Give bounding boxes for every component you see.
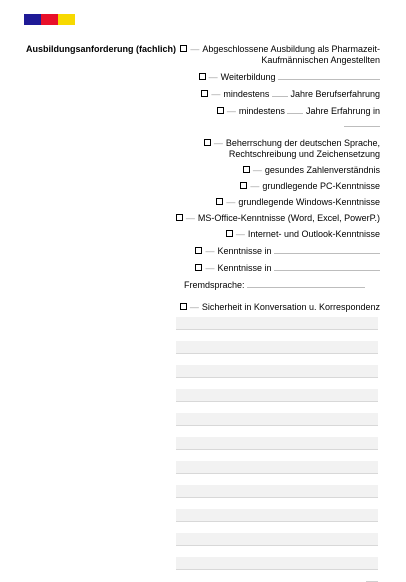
logo-color-bars bbox=[24, 14, 75, 25]
requirement-pc: — grundlegende PC-Kenntnisse bbox=[168, 181, 380, 192]
checkbox[interactable] bbox=[199, 73, 206, 80]
entry-line[interactable] bbox=[176, 485, 378, 498]
erfahrung-field[interactable] bbox=[344, 117, 380, 127]
requirement-kenntnisse-2: — Kenntnisse in bbox=[168, 262, 380, 274]
requirement-office: — MS-Office-Kenntnisse (Word, Excel, PowerP.) bbox=[168, 213, 380, 224]
requirement-label: Kenntnisse in bbox=[217, 246, 272, 256]
requirement-konversation: — Sicherheit in Konversation u. Korrespondenz bbox=[168, 302, 380, 313]
requirement-label: Sicherheit in Konversation u. Korrespondenz bbox=[201, 302, 380, 312]
checkbox[interactable] bbox=[243, 166, 250, 173]
requirement-label: grundlegende Windows-Kenntnisse bbox=[238, 197, 380, 207]
section-heading: Ausbildungsanforderung (fachlich) bbox=[26, 44, 176, 54]
entry-line[interactable] bbox=[176, 461, 378, 474]
requirement-label: Internet- und Outlook-Kenntnisse bbox=[247, 229, 380, 239]
checkbox[interactable] bbox=[216, 198, 223, 205]
entry-line[interactable] bbox=[176, 341, 378, 354]
requirement-berufserfahrung: — mindestens Jahre Berufserfahrung bbox=[168, 88, 380, 100]
requirement-label: Weiterbildung bbox=[220, 72, 276, 82]
requirement-erfahrung-in: — mindestens Jahre Erfahrung in bbox=[168, 105, 380, 127]
requirement-prefix: mindestens bbox=[223, 89, 270, 99]
requirement-label: gesundes Zahlenverständnis bbox=[264, 165, 380, 175]
entry-line[interactable] bbox=[176, 413, 378, 426]
requirement-internet: — Internet- und Outlook-Kenntnisse bbox=[168, 229, 380, 240]
checkbox[interactable] bbox=[180, 45, 187, 52]
requirement-weiterbildung: — Weiterbildung bbox=[168, 71, 380, 83]
requirement-label: Kenntnisse in bbox=[217, 263, 272, 273]
years-field[interactable] bbox=[272, 88, 288, 97]
logo-bar-red bbox=[41, 14, 58, 25]
entry-line[interactable] bbox=[176, 533, 378, 546]
requirement-label: Beherrschung der deutschen Sprache, Rechtschreibung und Zeichensetzung bbox=[225, 138, 380, 159]
fremdsprache-label: Fremdsprache: bbox=[184, 280, 245, 290]
logo-bar-yellow bbox=[58, 14, 75, 25]
fremdsprache-field[interactable] bbox=[247, 279, 365, 288]
checkbox[interactable] bbox=[195, 264, 202, 271]
entry-line[interactable] bbox=[176, 317, 378, 330]
requirement-label: MS-Office-Kenntnisse (Word, Excel, PowerP.) bbox=[197, 213, 380, 223]
entry-line[interactable] bbox=[176, 365, 378, 378]
entry-line[interactable] bbox=[176, 437, 378, 450]
blank-entry-lines bbox=[176, 306, 378, 570]
requirement-label: Abgeschlossene Ausbildung als Pharmazeit-Kaufmännischen Angestellten bbox=[202, 44, 380, 65]
requirement-windows: — grundlegende Windows-Kenntnisse bbox=[168, 197, 380, 208]
requirements-list bbox=[168, 44, 380, 318]
years-field[interactable] bbox=[287, 105, 303, 114]
kenntnisse-field[interactable] bbox=[274, 262, 380, 271]
kenntnisse-field[interactable] bbox=[274, 245, 380, 254]
checkbox[interactable] bbox=[176, 214, 183, 221]
entry-line[interactable] bbox=[176, 509, 378, 522]
weiterbildung-field[interactable] bbox=[278, 71, 380, 80]
requirement-prefix: mindestens bbox=[238, 106, 285, 116]
requirement-fremdsprache bbox=[168, 279, 380, 291]
requirement-suffix: Jahre Erfahrung in bbox=[305, 106, 380, 116]
checkbox[interactable] bbox=[226, 230, 233, 237]
requirement-deutsch: — Beherrschung der deutschen Sprache, Rechtschreibung und Zeichensetzung bbox=[168, 138, 380, 160]
requirement-zahlen: — gesundes Zahlenverständnis bbox=[168, 165, 380, 176]
requirement-label: grundlegende PC-Kenntnisse bbox=[262, 181, 380, 191]
checkbox[interactable] bbox=[240, 182, 247, 189]
requirement-kenntnisse-1: — Kenntnisse in bbox=[168, 245, 380, 257]
checkbox[interactable] bbox=[217, 107, 224, 114]
entry-line[interactable] bbox=[176, 389, 378, 402]
requirement-abschluss: — Abgeschlossene Ausbildung als Pharmazeit-Kaufmännischen Angestellten bbox=[168, 44, 380, 66]
entry-line[interactable] bbox=[176, 557, 378, 570]
checkbox[interactable] bbox=[204, 139, 211, 146]
checkbox[interactable] bbox=[201, 90, 208, 97]
requirement-suffix: Jahre Berufserfahrung bbox=[290, 89, 380, 99]
checkbox[interactable] bbox=[195, 247, 202, 254]
logo-bar-blue bbox=[24, 14, 41, 25]
